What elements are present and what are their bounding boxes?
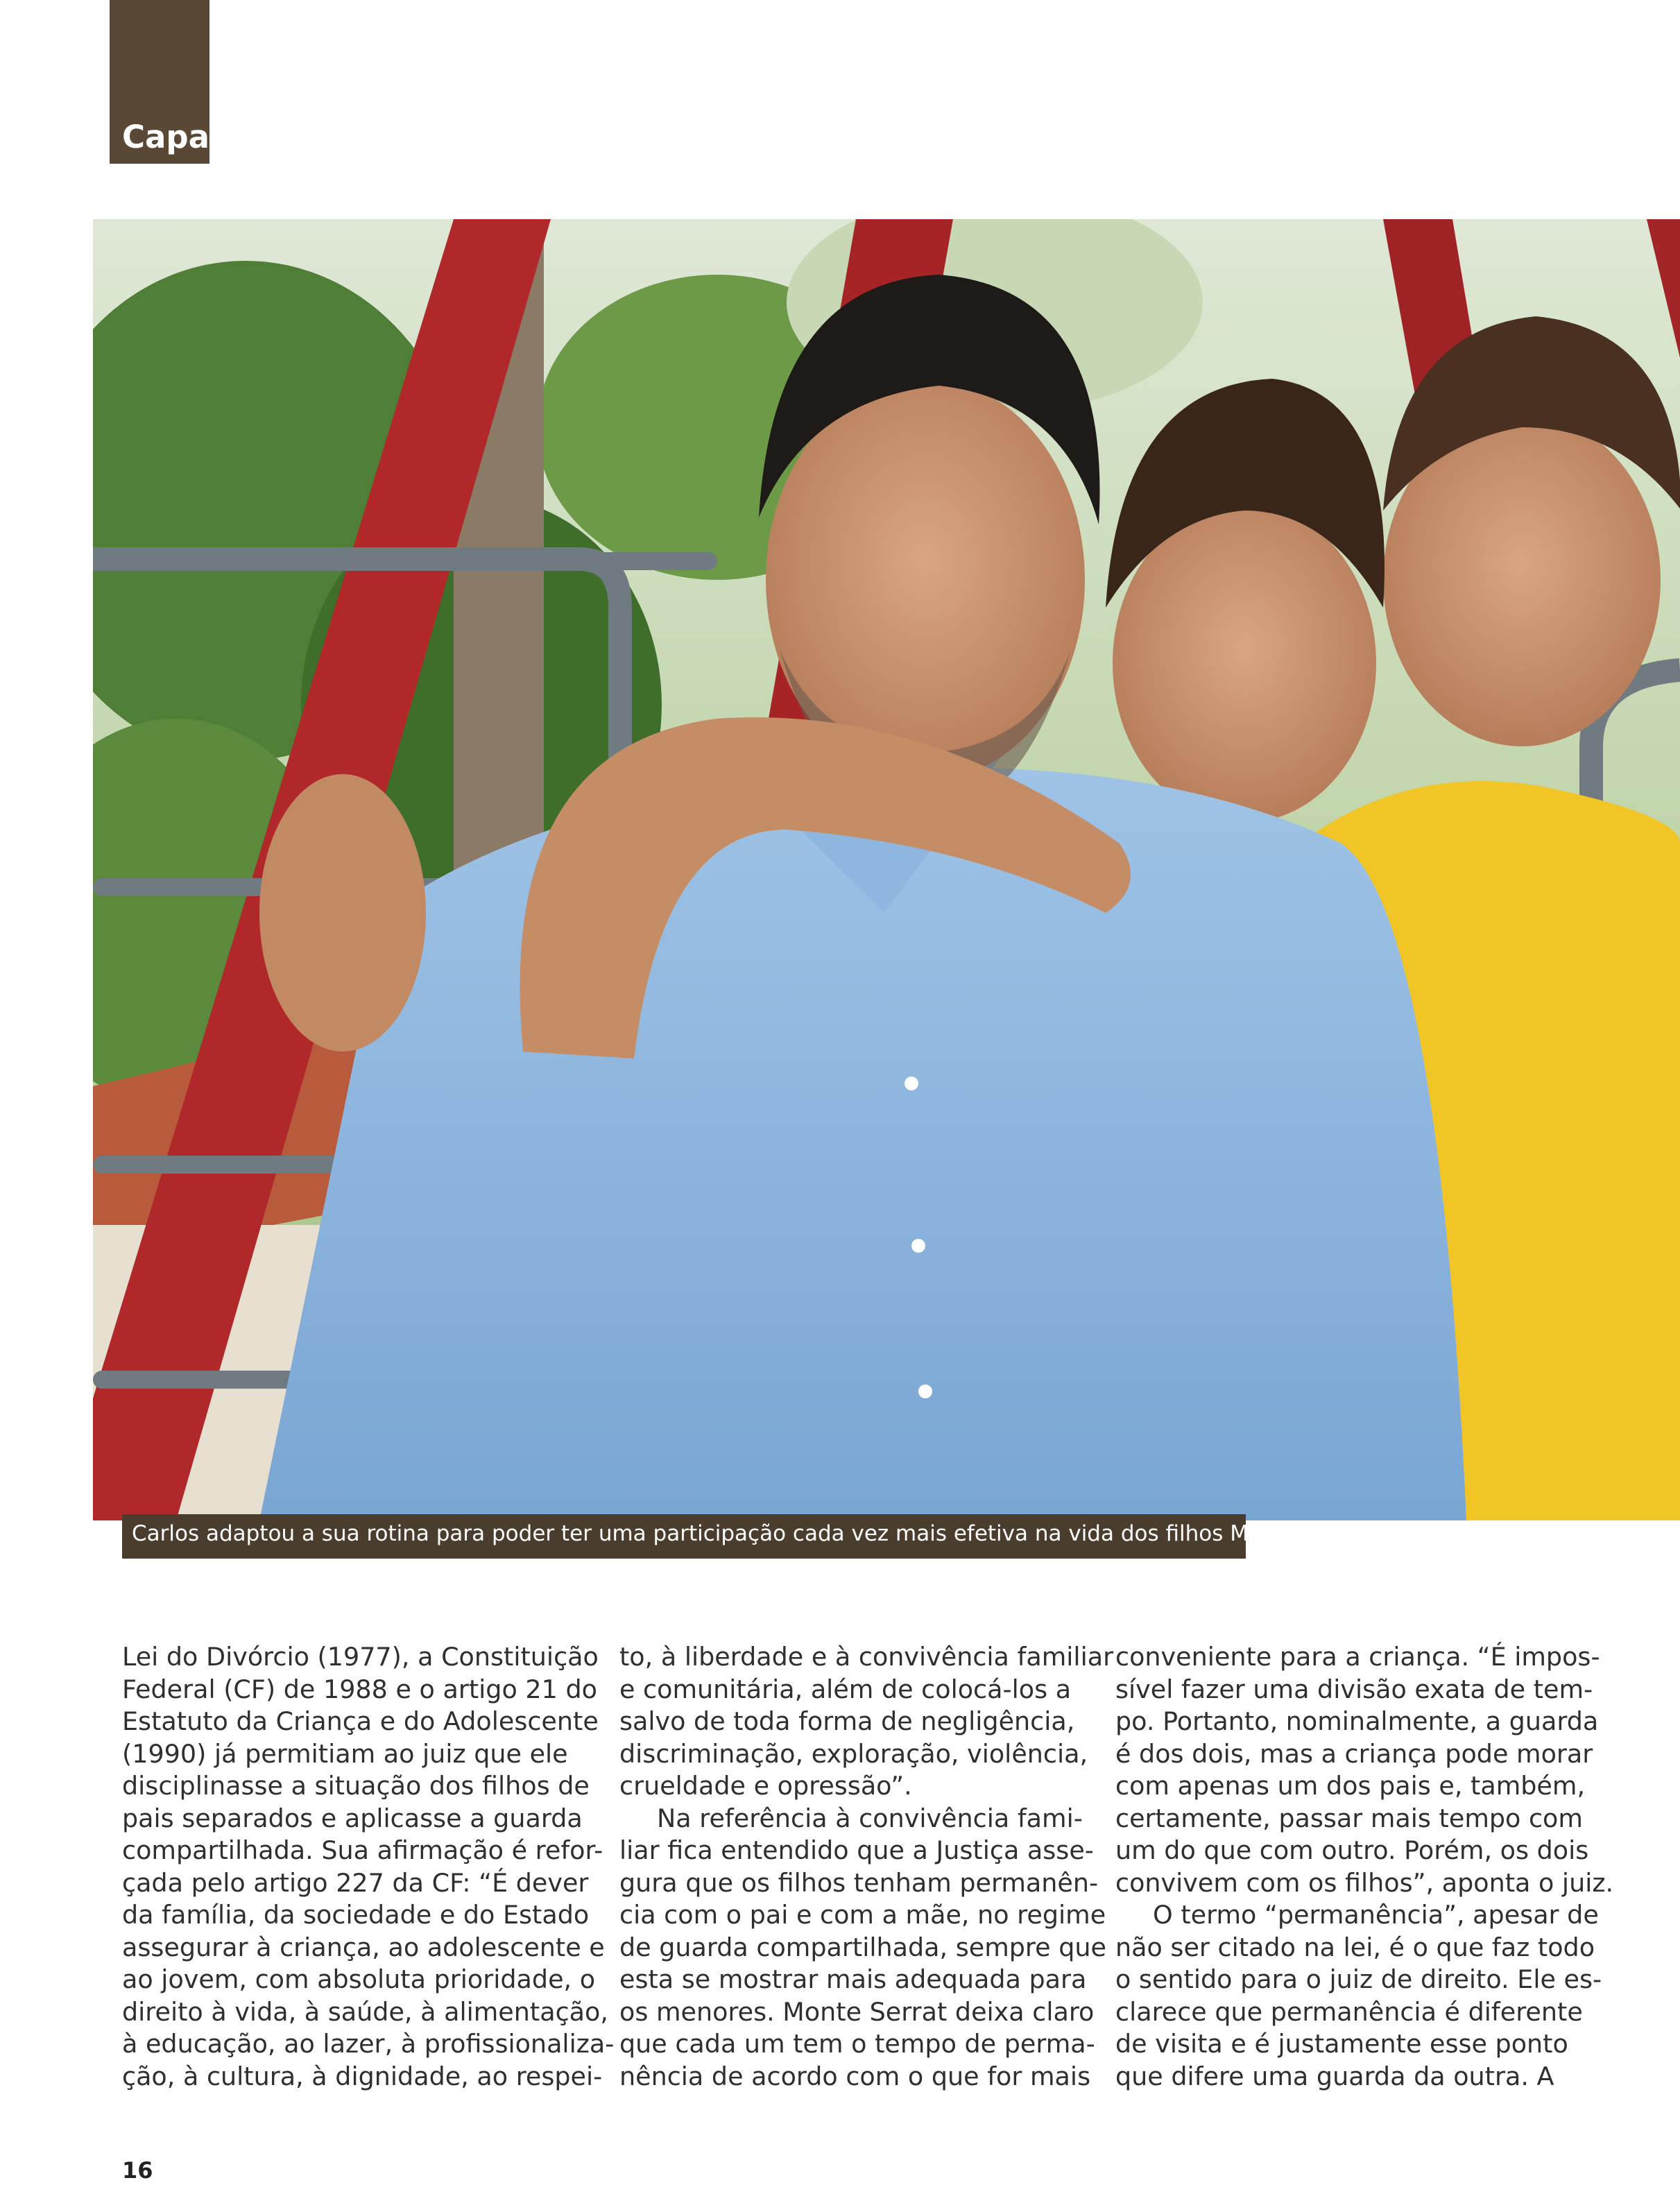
text-line: não ser citado na lei, é o que faz todo <box>1115 1932 1595 1962</box>
text-line: compartilhada. Sua afirmação é refor- <box>122 1835 603 1865</box>
text-line: clarece que permanência é diferente <box>1115 1996 1583 2027</box>
text-line: Estatuto da Criança e do Adolescente <box>122 1706 599 1736</box>
text-line: assegurar à criança, ao adolescente e <box>122 1932 605 1962</box>
family-photo-icon <box>93 219 1680 1520</box>
text-line: O termo “permanência”, apesar de <box>1153 1900 1599 1930</box>
text-line: nência de acordo com o que for mais <box>619 2061 1091 2091</box>
text-line: é dos dois, mas a criança pode morar <box>1115 1738 1593 1769</box>
text-line: conveniente para a criança. “É impos- <box>1115 1642 1600 1672</box>
text-line: que cada um tem o tempo de perma- <box>619 2029 1095 2059</box>
text-line: pais separados e aplicasse a guarda <box>122 1803 583 1833</box>
feature-photo <box>93 219 1680 1520</box>
text-line: direito à vida, à saúde, à alimentação, <box>122 1996 608 2027</box>
text-line: disciplinasse a situação dos filhos de <box>122 1771 590 1801</box>
text-line: sível fazer uma divisão exata de tem- <box>1115 1674 1593 1704</box>
text-line: esta se mostrar mais adequada para <box>619 1964 1087 1994</box>
text-line: gura que os filhos tenham permanên- <box>619 1867 1099 1898</box>
text-line: discriminação, exploração, violência, <box>619 1738 1088 1769</box>
text-line: certamente, passar mais tempo com <box>1115 1803 1583 1833</box>
section-tab <box>110 0 209 164</box>
text-line: ção, à cultura, à dignidade, ao respei- <box>122 2061 603 2091</box>
text-line: de guarda compartilhada, sempre que <box>619 1932 1106 1962</box>
text-line: çada pelo artigo 227 da CF: “É dever <box>122 1867 589 1898</box>
text-line: Lei do Divórcio (1977), a Constituição <box>122 1642 599 1672</box>
text-line: da família, da sociedade e do Estado <box>122 1900 590 1930</box>
text-line: à educação, ao lazer, à profissionaliza- <box>122 2029 615 2059</box>
section-label: Capa <box>122 119 209 155</box>
text-line: o sentido para o juiz de direito. Ele es- <box>1115 1964 1602 1994</box>
text-line: os menores. Monte Serrat deixa claro <box>619 1996 1095 2027</box>
text-column-1 <box>122 1641 615 2093</box>
text-line: e comunitária, além de colocá-los a <box>619 1674 1072 1704</box>
page-number: 16 <box>122 2157 153 2184</box>
text-line: que difere uma guarda da outra. A <box>1115 2061 1554 2091</box>
text-column-3 <box>1115 1641 1614 2093</box>
text-line: po. Portanto, nominalmente, a guarda <box>1115 1706 1599 1736</box>
text-line: ao jovem, com absoluta prioridade, o <box>122 1964 596 1994</box>
text-line: convivem com os filhos”, aponta o juiz. <box>1115 1867 1614 1898</box>
text-column-2 <box>619 1641 1114 2093</box>
text-line: crueldade e opressão”. <box>619 1771 912 1801</box>
text-line: Na referência à convivência fami- <box>657 1803 1083 1833</box>
text-line: salvo de toda forma de negligência, <box>619 1706 1075 1736</box>
text-line: liar fica entendido que a Justiça asse- <box>619 1835 1094 1865</box>
text-line: com apenas um dos pais e, também, <box>1115 1771 1586 1801</box>
text-line: to, à liberdade e à convivência familiar <box>619 1642 1114 1672</box>
text-line: (1990) já permitiam ao juiz que ele <box>122 1738 568 1769</box>
photo-caption-bar <box>122 1514 1389 1559</box>
text-line: Federal (CF) de 1988 e o artigo 21 do <box>122 1674 597 1704</box>
photo-caption: Carlos adaptou a sua rotina para poder ter uma participação cada vez mais efetiva na vida dos filhos Miguel e Pedro <box>132 1521 1389 1546</box>
text-line: de visita e é justamente esse ponto <box>1115 2029 1568 2059</box>
text-line: cia com o pai e com a mãe, no regime <box>619 1900 1106 1930</box>
text-line: um do que com outro. Porém, os dois <box>1115 1835 1589 1865</box>
